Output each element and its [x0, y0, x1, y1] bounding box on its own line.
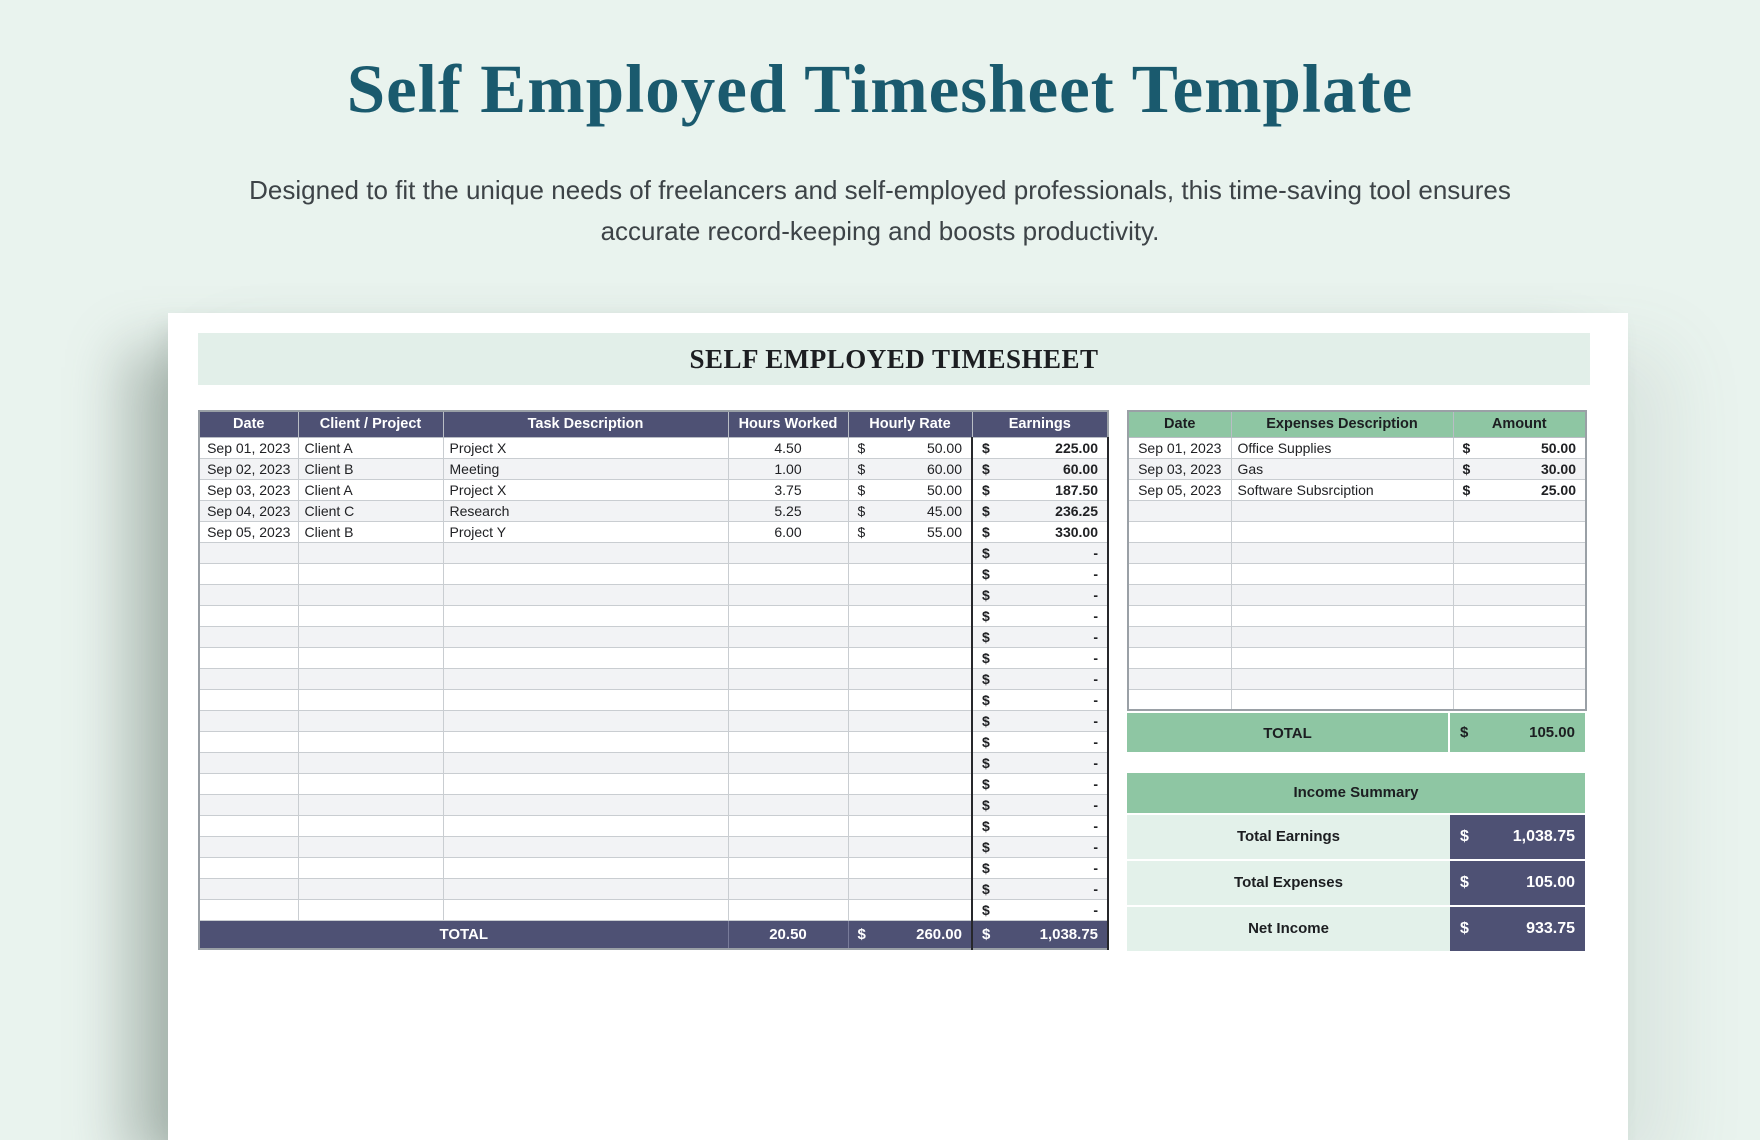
currency-symbol: $ [857, 481, 866, 498]
task-cell [443, 794, 728, 815]
currency-symbol: $ [857, 460, 866, 477]
column-header-date: Date [199, 411, 298, 437]
client-cell [298, 605, 443, 626]
expense-amount-cell [1453, 563, 1586, 584]
column-header-expense-description: Expenses Description [1231, 411, 1453, 437]
earnings-cell: $ - [972, 542, 1108, 563]
currency-symbol: $ [982, 859, 990, 876]
date-cell: Sep 02, 2023 [199, 458, 298, 479]
hours-cell [728, 878, 848, 899]
rate-cell [848, 815, 972, 836]
rate-cell [848, 794, 972, 815]
earnings-cell: $ - [972, 836, 1108, 857]
timesheet-empty-row [199, 899, 1108, 920]
rate-cell [848, 542, 972, 563]
currency-symbol: $ [1462, 460, 1471, 477]
earnings-cell: $ - [972, 752, 1108, 773]
timesheet-empty-row [199, 584, 1108, 605]
expense-amount-cell [1453, 689, 1586, 710]
client-cell [298, 542, 443, 563]
date-cell [199, 731, 298, 752]
page-subtitle: Designed to fit the unique needs of freelancers and self-employed professionals, this time-saving tool ensures accurate record-keeping and boosts productivity. [249, 175, 1511, 246]
expenses-and-summary-column [1127, 410, 1585, 951]
task-cell [443, 689, 728, 710]
rate-cell [848, 899, 972, 920]
date-cell [199, 542, 298, 563]
timesheet-empty-row [199, 626, 1108, 647]
hours-cell: 5.25 [728, 500, 848, 521]
currency-symbol: $ [982, 586, 990, 603]
sheet-title-banner: SELF EMPLOYED TIMESHEET [198, 333, 1590, 385]
expense-description-cell: Office Supplies [1231, 437, 1453, 458]
client-cell [298, 815, 443, 836]
expense-empty-row [1128, 584, 1586, 605]
expense-amount-cell [1453, 668, 1586, 689]
date-cell [199, 857, 298, 878]
earnings-cell: $ - [972, 815, 1108, 836]
income-row-value: $ 105.00 [1450, 861, 1585, 905]
rate-cell: $ 60.00 [848, 458, 972, 479]
task-cell [443, 815, 728, 836]
expense-description-cell [1231, 500, 1453, 521]
timesheet-empty-row [199, 773, 1108, 794]
rate-cell [848, 647, 972, 668]
currency-symbol: $ [982, 817, 990, 834]
hours-cell [728, 689, 848, 710]
client-cell [298, 668, 443, 689]
expense-amount-cell: $ 30.00 [1453, 458, 1586, 479]
task-cell: Research [443, 500, 728, 521]
date-cell [199, 899, 298, 920]
expense-date-cell [1128, 689, 1231, 710]
expense-empty-row [1128, 563, 1586, 584]
expense-description-cell [1231, 563, 1453, 584]
expense-amount-cell [1453, 647, 1586, 668]
date-cell [199, 668, 298, 689]
task-cell [443, 752, 728, 773]
expenses-total-row [1127, 711, 1585, 752]
client-cell [298, 794, 443, 815]
expense-amount-cell [1453, 626, 1586, 647]
hours-cell [728, 794, 848, 815]
hours-cell: 3.75 [728, 479, 848, 500]
earnings-cell: $ - [972, 899, 1108, 920]
earnings-cell: $ - [972, 647, 1108, 668]
task-cell [443, 668, 728, 689]
earnings-cell: $ - [972, 563, 1108, 584]
expenses-total-label: TOTAL [1127, 713, 1450, 752]
currency-symbol: $ [982, 565, 990, 582]
task-cell [443, 710, 728, 731]
expense-empty-row [1128, 500, 1586, 521]
hours-cell [728, 647, 848, 668]
timesheet-empty-row [199, 605, 1108, 626]
currency-symbol: $ [857, 502, 866, 519]
expenses-body [1128, 437, 1586, 710]
timesheet-empty-row [199, 878, 1108, 899]
expense-description-cell [1231, 668, 1453, 689]
currency-symbol: $ [857, 925, 866, 943]
earnings-cell: $ 330.00 [972, 521, 1108, 542]
income-row-value: $ 933.75 [1450, 907, 1585, 951]
timesheet-empty-row [199, 668, 1108, 689]
currency-symbol: $ [982, 901, 990, 918]
hours-cell [728, 668, 848, 689]
expense-amount-cell [1453, 500, 1586, 521]
task-cell [443, 773, 728, 794]
task-cell [443, 605, 728, 626]
expense-description-cell [1231, 689, 1453, 710]
currency-symbol: $ [982, 670, 990, 687]
timesheet-empty-row [199, 689, 1108, 710]
date-cell [199, 626, 298, 647]
hours-cell [728, 710, 848, 731]
expenses-table [1127, 410, 1587, 711]
rate-cell [848, 710, 972, 731]
expense-date-cell: Sep 05, 2023 [1128, 479, 1231, 500]
expense-empty-row [1128, 521, 1586, 542]
hours-cell [728, 815, 848, 836]
currency-symbol: $ [1462, 439, 1471, 456]
client-cell: Client A [298, 479, 443, 500]
currency-symbol: $ [982, 775, 990, 792]
task-cell [443, 857, 728, 878]
expense-empty-row [1128, 689, 1586, 710]
currency-symbol: $ [1462, 481, 1471, 498]
date-cell: Sep 03, 2023 [199, 479, 298, 500]
earnings-cell: $ 60.00 [972, 458, 1108, 479]
client-cell [298, 773, 443, 794]
currency-symbol: $ [982, 649, 990, 666]
currency-symbol: $ [982, 733, 990, 750]
client-cell: Client B [298, 458, 443, 479]
rate-cell: $ 45.00 [848, 500, 972, 521]
timesheet-row [199, 521, 1108, 542]
timesheet-total-hours: 20.50 [728, 920, 848, 949]
client-cell: Client A [298, 437, 443, 458]
income-summary-rows [1127, 815, 1585, 951]
client-cell [298, 689, 443, 710]
currency-symbol: $ [982, 481, 990, 498]
rate-cell [848, 584, 972, 605]
income-summary-row [1127, 861, 1585, 905]
currency-symbol: $ [857, 523, 866, 540]
expense-date-cell [1128, 584, 1231, 605]
expense-description-cell [1231, 605, 1453, 626]
expense-empty-row [1128, 542, 1586, 563]
client-cell [298, 857, 443, 878]
earnings-cell: $ - [972, 668, 1108, 689]
income-row-label: Total Earnings [1127, 815, 1450, 859]
timesheet-table [198, 410, 1109, 950]
expense-empty-row [1128, 647, 1586, 668]
expense-amount-cell [1453, 584, 1586, 605]
timesheet-total-label: TOTAL [199, 920, 728, 949]
date-cell [199, 605, 298, 626]
income-summary-row [1127, 907, 1585, 951]
expense-date-cell [1128, 500, 1231, 521]
earnings-cell: $ - [972, 878, 1108, 899]
timesheet-header-row [199, 411, 1108, 437]
rate-cell [848, 626, 972, 647]
hours-cell [728, 563, 848, 584]
timesheet-empty-row [199, 542, 1108, 563]
task-cell [443, 647, 728, 668]
expenses-header-row [1128, 411, 1586, 437]
hours-cell [728, 773, 848, 794]
expense-date-cell [1128, 605, 1231, 626]
date-cell [199, 878, 298, 899]
date-cell [199, 836, 298, 857]
expenses-total-amount: $ 105.00 [1460, 724, 1575, 741]
currency-symbol: $ [1460, 724, 1469, 741]
task-cell [443, 563, 728, 584]
client-cell [298, 584, 443, 605]
earnings-cell: $ - [972, 626, 1108, 647]
currency-symbol: $ [982, 838, 990, 855]
timesheet-row [199, 479, 1108, 500]
expense-empty-row [1128, 605, 1586, 626]
rate-cell [848, 878, 972, 899]
column-header-hours-worked: Hours Worked [728, 411, 848, 437]
expense-amount-cell [1453, 521, 1586, 542]
expense-description-cell: Gas [1231, 458, 1453, 479]
sheet-card [168, 313, 1628, 1140]
hours-cell [728, 605, 848, 626]
expense-amount-cell [1453, 605, 1586, 626]
date-cell [199, 773, 298, 794]
earnings-cell: $ - [972, 794, 1108, 815]
expense-description-cell [1231, 584, 1453, 605]
expense-empty-row [1128, 626, 1586, 647]
date-cell [199, 794, 298, 815]
client-cell [298, 899, 443, 920]
hours-cell [728, 857, 848, 878]
rate-cell: $ 50.00 [848, 479, 972, 500]
rate-cell: $ 50.00 [848, 437, 972, 458]
client-cell [298, 752, 443, 773]
timesheet-empty-row [199, 815, 1108, 836]
hours-cell: 6.00 [728, 521, 848, 542]
task-cell [443, 584, 728, 605]
date-cell [199, 815, 298, 836]
column-header-expense-date: Date [1128, 411, 1231, 437]
client-cell [298, 878, 443, 899]
rate-cell: $ 55.00 [848, 521, 972, 542]
expense-amount-cell: $ 25.00 [1453, 479, 1586, 500]
expense-row [1128, 479, 1586, 500]
rate-cell [848, 689, 972, 710]
timesheet-total-row [199, 920, 1108, 949]
expense-description-cell [1231, 626, 1453, 647]
currency-symbol: $ [1460, 874, 1469, 891]
timesheet-row [199, 500, 1108, 521]
hours-cell [728, 542, 848, 563]
currency-symbol: $ [982, 691, 990, 708]
date-cell [199, 689, 298, 710]
task-cell [443, 731, 728, 752]
currency-symbol: $ [982, 607, 990, 624]
date-cell: Sep 01, 2023 [199, 437, 298, 458]
hours-cell [728, 836, 848, 857]
earnings-cell: $ - [972, 584, 1108, 605]
hours-cell [728, 731, 848, 752]
expense-date-cell [1128, 647, 1231, 668]
column-header-expense-amount: Amount [1453, 411, 1586, 437]
expense-description-cell: Software Subsrciption [1231, 479, 1453, 500]
hours-cell [728, 899, 848, 920]
task-cell: Project X [443, 479, 728, 500]
hours-cell: 1.00 [728, 458, 848, 479]
hours-cell [728, 584, 848, 605]
expense-date-cell: Sep 01, 2023 [1128, 437, 1231, 458]
timesheet-row [199, 458, 1108, 479]
expense-date-cell [1128, 521, 1231, 542]
expense-empty-row [1128, 668, 1586, 689]
task-cell: Project X [443, 437, 728, 458]
timesheet-body [199, 437, 1108, 920]
client-cell [298, 563, 443, 584]
currency-symbol: $ [982, 544, 990, 561]
expense-date-cell [1128, 668, 1231, 689]
rate-cell [848, 605, 972, 626]
task-cell: Meeting [443, 458, 728, 479]
task-cell [443, 542, 728, 563]
timesheet-empty-row [199, 731, 1108, 752]
income-summary-row [1127, 815, 1585, 859]
currency-symbol: $ [982, 796, 990, 813]
expense-date-cell [1128, 563, 1231, 584]
date-cell: Sep 05, 2023 [199, 521, 298, 542]
column-header-client-project: Client / Project [298, 411, 443, 437]
client-cell [298, 836, 443, 857]
currency-symbol: $ [1460, 828, 1469, 845]
date-cell: Sep 04, 2023 [199, 500, 298, 521]
timesheet-empty-row [199, 563, 1108, 584]
client-cell [298, 626, 443, 647]
date-cell [199, 563, 298, 584]
currency-symbol: $ [982, 754, 990, 771]
timesheet-empty-row [199, 857, 1108, 878]
client-cell: Client B [298, 521, 443, 542]
timesheet-row [199, 437, 1108, 458]
currency-symbol: $ [982, 880, 990, 897]
timesheet-total-rate: $ 260.00 [848, 920, 972, 949]
date-cell [199, 584, 298, 605]
earnings-cell: $ - [972, 773, 1108, 794]
income-summary-header: Income Summary [1127, 773, 1585, 813]
column-header-hourly-rate: Hourly Rate [848, 411, 972, 437]
timesheet-empty-row [199, 710, 1108, 731]
income-summary [1127, 773, 1585, 951]
currency-symbol: $ [857, 439, 866, 456]
rate-cell [848, 668, 972, 689]
timesheet-empty-row [199, 836, 1108, 857]
timesheet-empty-row [199, 794, 1108, 815]
expense-amount-cell [1453, 542, 1586, 563]
earnings-cell: $ - [972, 689, 1108, 710]
expense-description-cell [1231, 521, 1453, 542]
rate-cell [848, 563, 972, 584]
date-cell [199, 710, 298, 731]
expense-date-cell [1128, 542, 1231, 563]
currency-symbol: $ [982, 628, 990, 645]
currency-symbol: $ [982, 712, 990, 729]
task-cell [443, 836, 728, 857]
expense-description-cell [1231, 647, 1453, 668]
income-row-label: Total Expenses [1127, 861, 1450, 905]
column-header-earnings: Earnings [972, 411, 1108, 437]
currency-symbol: $ [982, 502, 990, 519]
expense-row [1128, 437, 1586, 458]
currency-symbol: $ [982, 460, 990, 477]
date-cell [199, 647, 298, 668]
page-title: Self Employed Timesheet Template [346, 51, 1414, 127]
earnings-cell: $ - [972, 857, 1108, 878]
task-cell [443, 878, 728, 899]
column-header-task-description: Task Description [443, 411, 728, 437]
hours-cell [728, 626, 848, 647]
currency-symbol: $ [982, 439, 990, 456]
earnings-cell: $ - [972, 605, 1108, 626]
earnings-cell: $ - [972, 731, 1108, 752]
rate-cell [848, 731, 972, 752]
hours-cell: 4.50 [728, 437, 848, 458]
rate-cell [848, 752, 972, 773]
client-cell [298, 710, 443, 731]
expense-description-cell [1231, 542, 1453, 563]
income-row-label: Net Income [1127, 907, 1450, 951]
rate-cell [848, 836, 972, 857]
date-cell [199, 752, 298, 773]
expense-date-cell [1128, 626, 1231, 647]
currency-symbol: $ [1460, 920, 1469, 937]
currency-symbol: $ [982, 925, 991, 943]
client-cell: Client C [298, 500, 443, 521]
currency-symbol: $ [982, 523, 990, 540]
timesheet-empty-row [199, 647, 1108, 668]
task-cell [443, 626, 728, 647]
expense-amount-cell: $ 50.00 [1453, 437, 1586, 458]
earnings-cell: $ - [972, 710, 1108, 731]
expense-row [1128, 458, 1586, 479]
income-row-value: $ 1,038.75 [1450, 815, 1585, 859]
rate-cell [848, 773, 972, 794]
earnings-cell: $ 187.50 [972, 479, 1108, 500]
client-cell [298, 647, 443, 668]
timesheet-empty-row [199, 752, 1108, 773]
task-cell [443, 899, 728, 920]
rate-cell [848, 857, 972, 878]
earnings-cell: $ 225.00 [972, 437, 1108, 458]
earnings-cell: $ 236.25 [972, 500, 1108, 521]
hours-cell [728, 752, 848, 773]
client-cell [298, 731, 443, 752]
task-cell: Project Y [443, 521, 728, 542]
expense-date-cell: Sep 03, 2023 [1128, 458, 1231, 479]
timesheet-total-earnings: $ 1,038.75 [972, 920, 1108, 949]
